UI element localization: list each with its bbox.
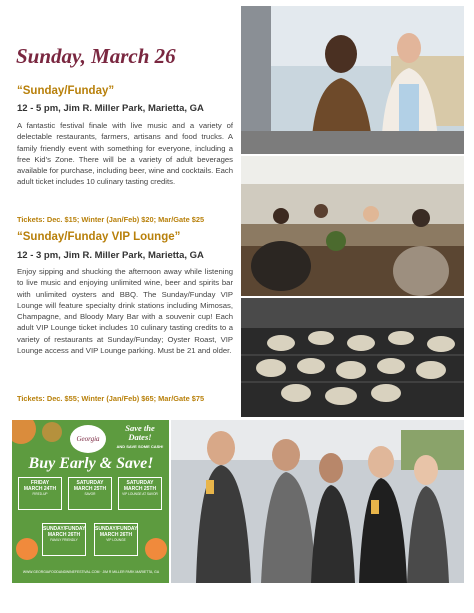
- flyer-box-day: SATURDAY: [76, 480, 104, 486]
- flyer-footer: WWW.GEORGIAFOODANDWINEFESTIVAL.COM · JIM R MILLER PARK MARIETTA, GA: [22, 570, 160, 574]
- flyer-box-day: FRIDAY: [30, 480, 50, 486]
- peach-icon: [12, 420, 36, 444]
- buy-early-heading: Buy Early & Save!: [28, 455, 154, 472]
- event1-description: A fantastic festival finale with live music and a variety of delectable restaurants, farmers, artisans and food trucks. A family friendly event with something for everyone, including a free Kid’s Zone. There will be a variety of adult beverages available for purchase, including beer, wine and cocktails. Each adult ticket includes 10 culinary tasting credits.: [17, 121, 233, 187]
- festival-logo: Georgia: [70, 425, 106, 453]
- photo-crowd-drinks: [171, 420, 464, 583]
- photo-oyster-grill: [241, 298, 464, 417]
- flyer-event-box: [94, 523, 138, 556]
- flyer-event-box: [118, 477, 162, 510]
- peach-icon: [16, 538, 38, 560]
- flyer-box-date: MARCH 25TH: [73, 486, 107, 492]
- peach-icon: [42, 422, 62, 442]
- event1-heading: “Sunday/Funday”: [17, 85, 115, 97]
- flyer-box-date: MARCH 24TH: [23, 486, 57, 492]
- save-the-dates-flyer: [12, 420, 169, 583]
- flyer-box-name: FAMILY FRIENDLY: [50, 538, 78, 542]
- flyer-box-name: FIRED-UP: [32, 492, 48, 496]
- flyer-box-name: VIP LOUNGE AT SAVOR: [122, 492, 158, 496]
- flyer-box-date: MARCH 26TH: [47, 532, 81, 538]
- flyer-box-day: SUNDAY/FUNDAY: [43, 526, 86, 532]
- event1-time-place: 12 - 5 pm, Jim R. Miller Park, Marietta, GA: [17, 103, 204, 114]
- save-title-text: Save the Dates!: [125, 423, 155, 442]
- page-title: Sunday, March 26: [16, 44, 176, 68]
- flyer-event-box: [68, 477, 112, 510]
- event2-heading: “Sunday/Funday VIP Lounge”: [17, 231, 181, 243]
- event2-time-place: 12 - 3 pm, Jim R. Miller Park, Marietta, GA: [17, 250, 204, 261]
- flyer-box-date: MARCH 25TH: [123, 486, 157, 492]
- flyer-event-box: [42, 523, 86, 556]
- flyer-box-name: VIP LOUNGE: [106, 538, 126, 542]
- flyer-box-day: SATURDAY: [126, 480, 154, 486]
- photo-couple: [241, 6, 464, 154]
- save-the-dates-title: [114, 424, 166, 451]
- flyer-box-day: SUNDAY/FUNDAY: [95, 526, 138, 532]
- flyer-box-date: MARCH 26TH: [99, 532, 133, 538]
- save-subtitle: AND SAVE SOME CASH!: [116, 444, 164, 449]
- flyer-box-name: SAVOR: [84, 492, 96, 496]
- event2-description: Enjoy sipping and shucking the afternoon away while listening to live music and enjoying unlimited wine, beer and spirits bar with unlimited oysters and BBQ. The Sunday/Funday VIP Lounge will feature specialty drink stations including Mimosas, Champagne, and Bloody Mary Bar with a souvenir cup! Each adult VIP Lounge ticket includes 10 culinary tasting credits to a variety of restaurants at Sunday/Funday; Oyster Roast, VIP Lounge access and VIP Lounge parking. Must be 21 and older.: [17, 267, 233, 356]
- peach-icon: [145, 538, 167, 560]
- flyer-event-box: [18, 477, 62, 510]
- event1-tickets: Tickets: Dec. $15; Winter (Jan/Feb) $20; Mar/Gate $25: [17, 215, 205, 224]
- photo-tent-crowd: [241, 156, 464, 296]
- event2-tickets: Tickets: Dec. $55; Winter (Jan/Feb) $65; Mar/Gate $75: [17, 394, 205, 403]
